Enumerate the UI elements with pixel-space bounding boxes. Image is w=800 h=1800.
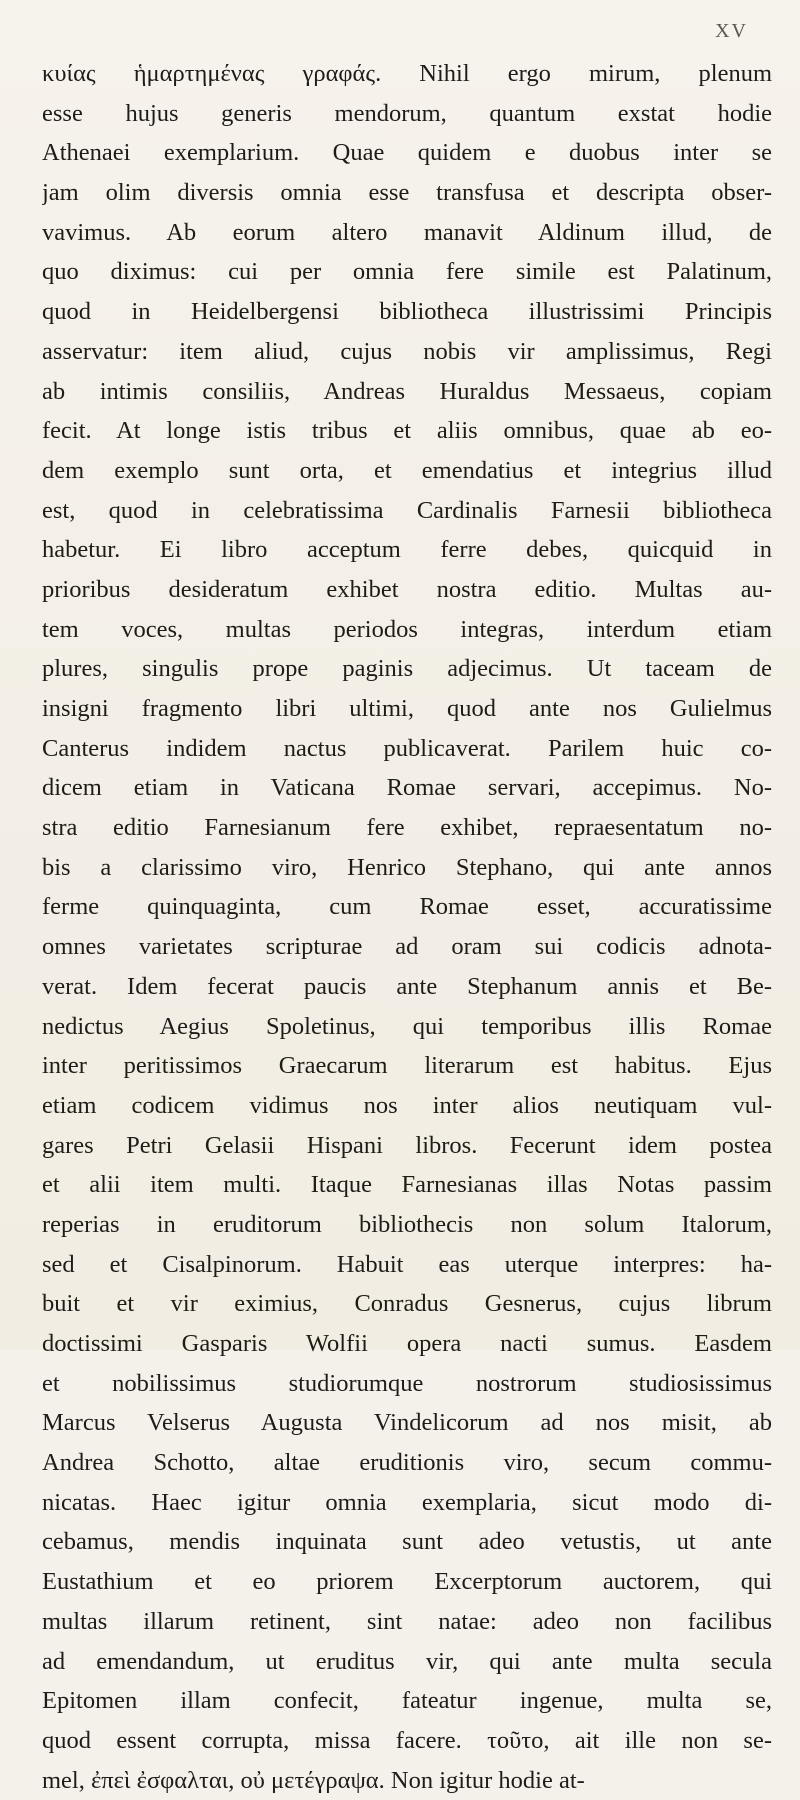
text-line: sed et Cisalpinorum. Habuit eas uterque interpres: ha- <box>42 1250 772 1278</box>
body-text <box>42 54 772 1800</box>
text-line: cebamus, mendis inquinata sunt adeo vetustis, ut ante <box>42 1528 772 1556</box>
text-line: bis a clarissimo viro, Henrico Stephano, qui ante annos <box>42 853 772 881</box>
text-line: tem voces, multas periodos integras, interdum etiam <box>42 615 772 643</box>
text-line: Marcus Velserus Augusta Vindelicorum ad nos misit, ab <box>42 1409 772 1437</box>
text-line: multas illarum retinent, sint natae: adeo non facilibus <box>42 1607 772 1635</box>
text-line: gares Petri Gelasii Hispani libros. Fecerunt idem postea <box>42 1131 772 1159</box>
text-line: Andrea Schotto, altae eruditionis viro, secum commu- <box>42 1449 772 1477</box>
text-line: dem exemplo sunt orta, et emendatius et integrius illud <box>42 456 772 484</box>
text-line: inter peritissimos Graecarum literarum est habitus. Ejus <box>42 1052 772 1080</box>
text-line: habetur. Ei libro acceptum ferre debes, quicquid in <box>42 536 772 564</box>
text-line: stra editio Farnesianum fere exhibet, repraesentatum no- <box>42 814 772 842</box>
text-line: et alii item multi. Itaque Farnesianas illas Notas passim <box>42 1171 772 1199</box>
text-line: dicem etiam in Vaticana Romae servari, accepimus. No- <box>42 774 772 802</box>
text-line: prioribus desideratum exhibet nostra editio. Multas au- <box>42 575 772 603</box>
text-line: buit et vir eximius, Conradus Gesnerus, cujus librum <box>42 1290 772 1318</box>
text-line: et nobilissimus studiorumque nostrorum studiosissimus <box>42 1369 772 1397</box>
text-line: Athenaei exemplarium. Quae quidem e duobus inter se <box>42 139 772 167</box>
text-line: esse hujus generis mendorum, quantum exstat hodie <box>42 99 772 127</box>
text-line: Eustathium et eo priorem Excerptorum auctorem, qui <box>42 1568 772 1596</box>
text-line: fecit. At longe istis tribus et aliis omnibus, quae ab eo- <box>42 417 772 445</box>
text-line: plures, singulis prope paginis adjecimus. Ut taceam de <box>42 655 772 683</box>
text-line: ad emendandum, ut eruditus vir, qui ante multa secula <box>42 1647 772 1675</box>
text-line: κυίας ἡμαρτημένας γραφάς. Nihil ergo mirum, plenum <box>42 60 772 87</box>
text-line: nicatas. Haec igitur omnia exemplaria, sicut modo di- <box>42 1488 772 1516</box>
text-line: jam olim diversis omnia esse transfusa et descripta obser- <box>42 179 772 207</box>
text-line: omnes varietates scripturae ad oram sui codicis adnota- <box>42 933 772 961</box>
page-number: XV <box>715 20 748 42</box>
text-line: doctissimi Gasparis Wolfii opera nacti sumus. Easdem <box>42 1330 772 1357</box>
text-line: Epitomen illam confecit, fateatur ingenue, multa se, <box>42 1687 772 1715</box>
text-line: Canterus indidem nactus publicaverat. Parilem huic co- <box>42 734 772 762</box>
text-line: quod in Heidelbergensi bibliotheca illustrissimi Principis <box>42 298 772 326</box>
text-line: est, quod in celebratissima Cardinalis Farnesii bibliotheca <box>42 496 772 524</box>
text-line: ferme quinquaginta, cum Romae esset, accuratissime <box>42 893 772 921</box>
text-line: reperias in eruditorum bibliothecis non solum Italorum, <box>42 1210 772 1238</box>
text-line: insigni fragmento libri ultimi, quod ante nos Gulielmus <box>42 695 772 722</box>
text-line: verat. Idem fecerat paucis ante Stephanum annis et Be- <box>42 972 772 1000</box>
text-line: etiam codicem vidimus nos inter alios neutiquam vul- <box>42 1091 772 1119</box>
text-line: mel, ἐπεὶ ἐσφαλται, οὐ μετέγραψα. Non igitur hodie at- <box>42 1766 585 1794</box>
text-line: quod essent corrupta, missa facere. τοῦτο, ait ille non se- <box>42 1726 772 1754</box>
text-line: vavimus. Ab eorum altero manavit Aldinum illud, de <box>42 218 772 246</box>
text-line: quo diximus: cui per omnia fere simile est Palatinum, <box>42 258 772 286</box>
text-line: ab intimis consiliis, Andreas Huraldus Messaeus, copiam <box>42 377 772 405</box>
text-line: nedictus Aegius Spoletinus, qui temporibus illis Romae <box>42 1012 772 1040</box>
text-line: asservatur: item aliud, cujus nobis vir amplissimus, Regi <box>42 337 772 365</box>
